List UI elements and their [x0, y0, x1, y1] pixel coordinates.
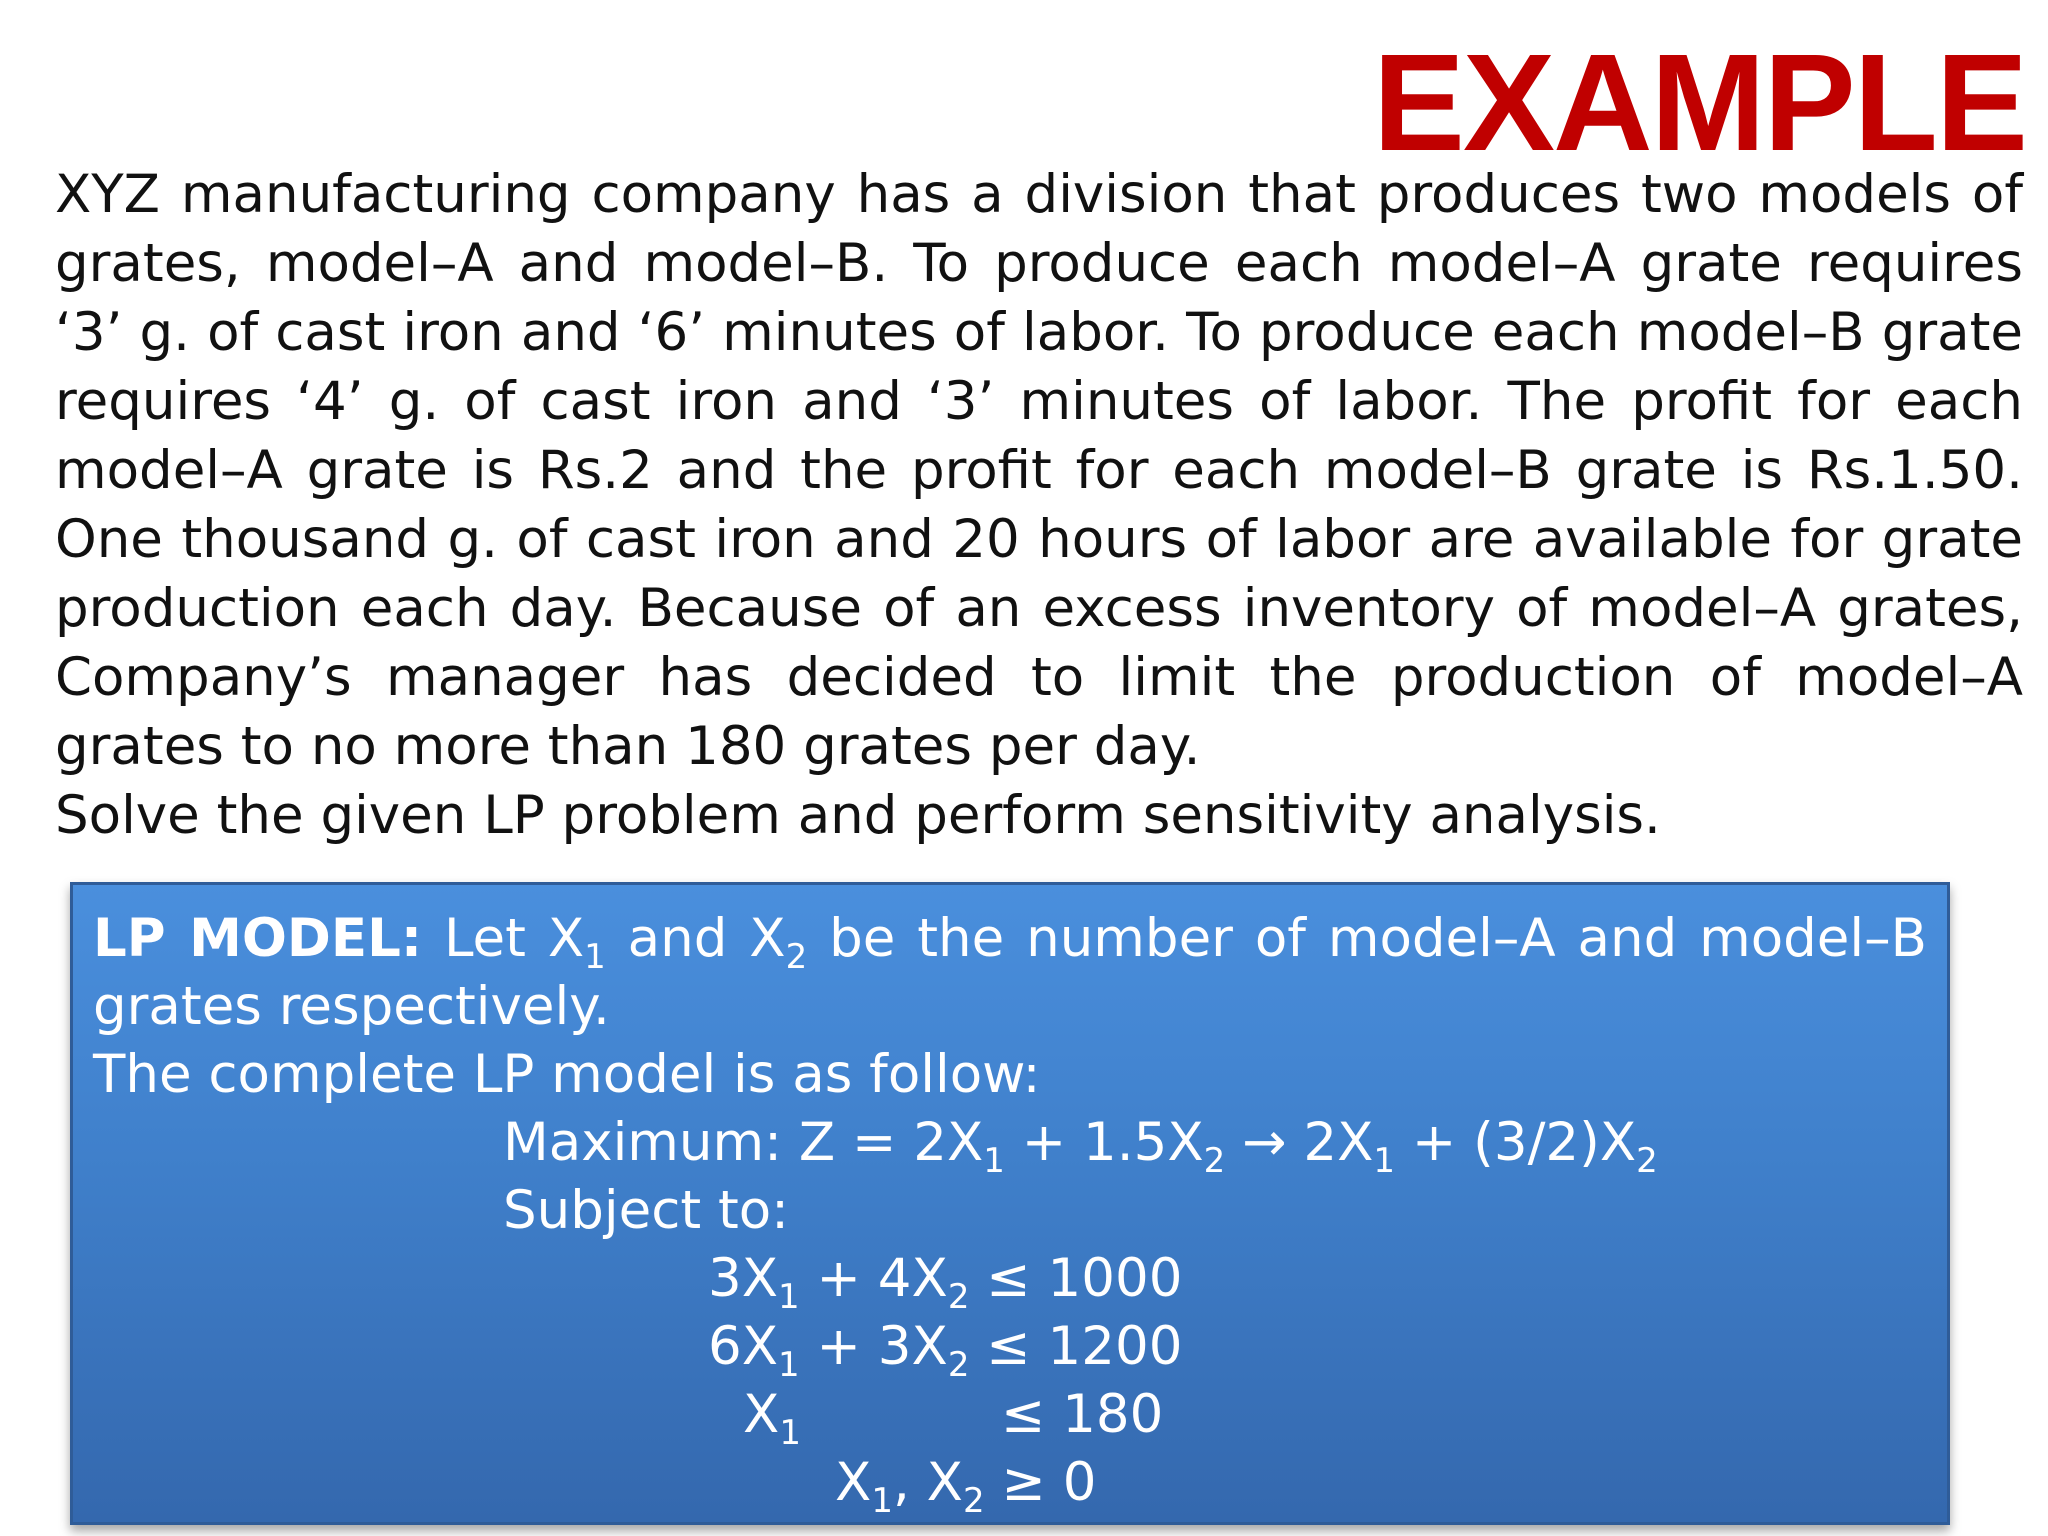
c2-part-a: 6X [708, 1316, 779, 1377]
intro-text-1: Let X [422, 908, 585, 969]
objective-part-b: + 1.5X [1004, 1112, 1204, 1173]
c1-part-a: 3X [708, 1248, 779, 1309]
c1-sub-2: 2 [947, 1277, 970, 1317]
objective-sub-2: 2 [1203, 1141, 1226, 1181]
problem-paragraph: XYZ manufacturing company has a division that produces two models of grates, model–A and model–B. To produce each model–A grate requires ‘3’ g. of cast iron and ‘6’ minutes of labor. To produce each model–B grate requires ‘4’ g. of cast iron and ‘3’ minutes of labor. The profit for each model–A grate is Rs.2 and the profit for each model–B grate is Rs.1.50. One thousand g. of cast iron and 20 hours of labor are available for grate production each day. Because of an excess inventory of model–A grates, Company’s manager has decided to limit the production of model–A grates to no more than 180 grates per day. [55, 164, 2023, 777]
lp-model-box [70, 882, 1950, 1525]
objective-part-d: + (3/2)X [1395, 1112, 1637, 1173]
c2-part-c: ≤ 1200 [969, 1316, 1183, 1377]
c2-sub-1: 1 [778, 1345, 800, 1385]
objective-function [503, 1109, 1927, 1181]
constraint-non-negativity [835, 1449, 1927, 1521]
slide-title: EXAMPLE [1372, 26, 2026, 180]
task-statement: Solve the given LP problem and perform sensitivity analysis. [55, 785, 1661, 846]
constraint-labor [708, 1313, 1927, 1385]
intro-sub-2: 2 [785, 937, 808, 977]
constraint-model-a-limit [743, 1381, 1927, 1453]
c1-part-b: + 4X [799, 1248, 948, 1309]
objective-sub-4: 2 [1636, 1141, 1658, 1181]
intro-sub-1: 1 [584, 937, 606, 977]
objective-sub-3: 1 [1373, 1141, 1396, 1181]
objective-sub-1: 1 [983, 1141, 1005, 1181]
constraint-cast-iron [708, 1245, 1927, 1317]
intro-text-2: and X [605, 908, 786, 969]
nn-sub-2: 2 [962, 1481, 985, 1521]
subject-to-label: Subject to: [503, 1180, 790, 1241]
c2-sub-2: 2 [947, 1345, 970, 1385]
intro-text-3: be the number of model–A and model–B grates respectively. [93, 908, 1927, 1037]
problem-statement [55, 160, 2023, 850]
c1-part-c: ≤ 1000 [969, 1248, 1183, 1309]
nn-part-c: ≥ 0 [984, 1452, 1097, 1513]
c3-sub-1: 1 [779, 1413, 801, 1453]
lp-model-label: LP MODEL: [93, 908, 423, 969]
objective-part-a: Maximum: Z = 2X [503, 1112, 984, 1173]
nn-part-a: X [835, 1452, 872, 1513]
c3-part-c: ≤ 180 [1000, 1384, 1164, 1445]
nn-part-b: , X [892, 1452, 963, 1513]
objective-part-c: → 2X [1225, 1112, 1374, 1173]
c2-part-b: + 3X [799, 1316, 948, 1377]
c3-part-a: X [743, 1384, 780, 1445]
lp-model-intro [93, 905, 1927, 1041]
nn-sub-1: 1 [871, 1481, 893, 1521]
c1-sub-1: 1 [778, 1277, 800, 1317]
complete-model-line: The complete LP model is as follow: [93, 1044, 1041, 1105]
